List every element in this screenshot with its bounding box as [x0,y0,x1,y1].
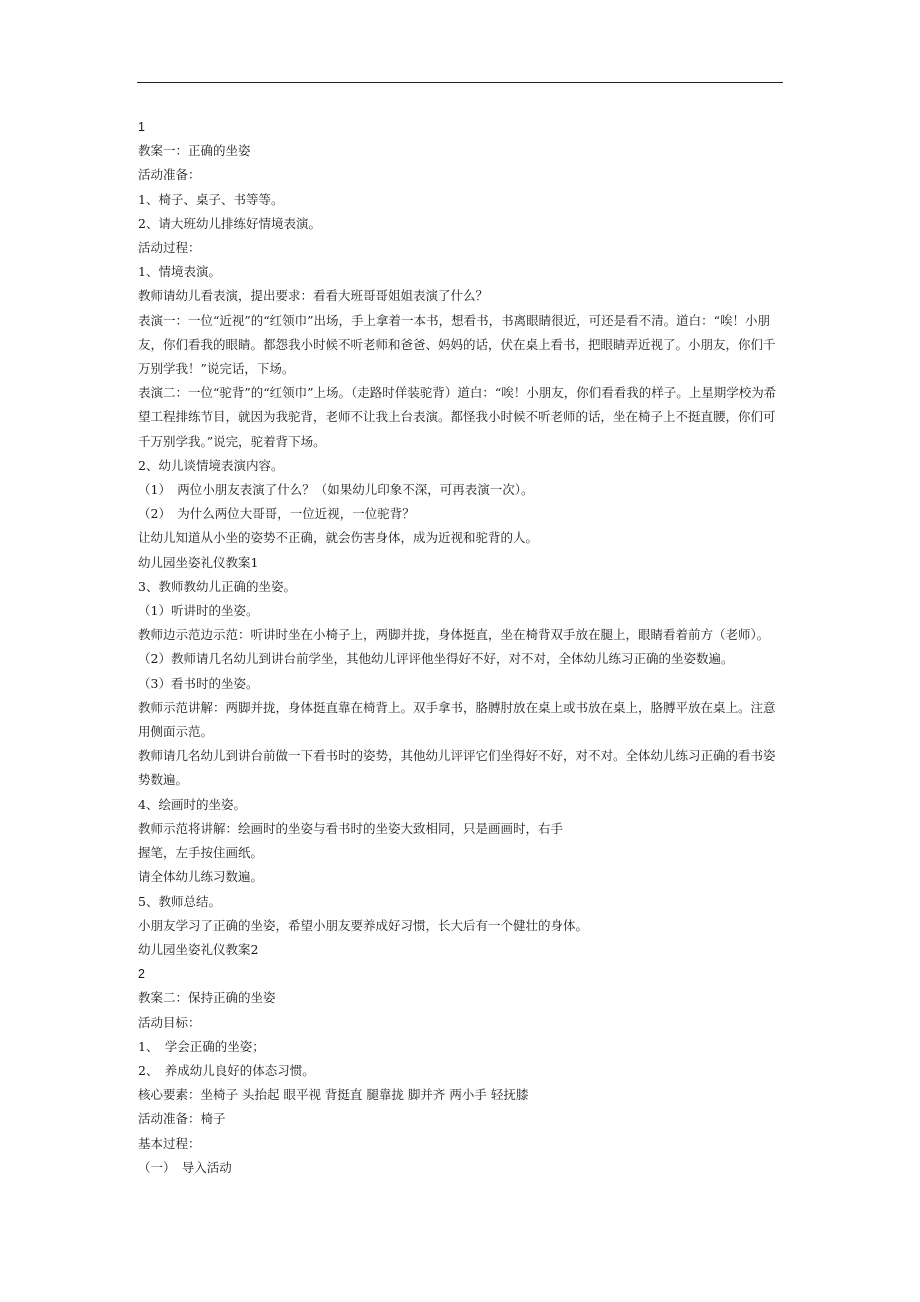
list-item: （1） 两位小朋友表演了什么？（如果幼儿印象不深，可再表演一次）。 [138,482,534,498]
paragraph: 握笔，左手按住画纸。 [138,845,264,861]
list-item: （2）教师请几名幼儿到讲台前学坐，其他幼儿评评他坐得好不好，对不对，全体幼儿练习正确的坐姿数遍。 [138,651,734,667]
paragraph: 表演一：一位“近视”的“红领巾”出场，手上拿着一本书，想看书，书离眼睛很近，可还是看不清。道白：“唉！小朋友，你们看我的眼睛。都怨我小时候不听老师和爸爸、妈妈的话，伏在桌上看书，把眼睛弄近视了。小朋友，你们千万别学我！”说完话，下场。 [138,312,776,377]
list-item: （3）看书时的坐姿。 [138,675,259,691]
paragraph: 小朋友学习了正确的坐姿，希望小朋友要养成好习惯，长大后有一个健壮的身体。 [138,917,589,933]
list-item: 3、教师教幼儿正确的坐姿。 [138,578,296,594]
list-item: 5、教师总结。 [138,893,221,909]
paragraph: 教师边示范边示范：听讲时坐在小椅子上，两脚并拢，身体挺直，坐在椅背双手放在腿上，眼睛看着前方（老师）。 [138,627,770,643]
paragraph: 教师示范讲解：两脚并拢，身体挺直靠在椅背上。双手拿书，胳膊肘放在桌上或书放在桌上，胳膊平放在桌上。注意用侧面示范。 [138,699,776,740]
list-item: 1、 学会正确的坐姿； [138,1038,265,1054]
section-number: 2 [138,967,145,982]
paragraph: 活动准备：椅子 [138,1111,226,1127]
header-rule [137,82,783,83]
document-body [138,115,786,1180]
section-heading: 幼儿园坐姿礼仪教案1 [138,554,259,570]
section-heading: 活动过程： [138,240,201,256]
paragraph: 核心要素：坐椅子 头抬起 眼平视 背挺直 腿靠拢 脚并齐 两小手 轻抚膝 [138,1087,529,1103]
section-heading: 活动目标： [138,1014,201,1030]
list-item: 2、幼儿谈情境表演内容。 [138,457,284,473]
list-item: （2） 为什么两位大哥哥，一位近视，一位驼背？ [138,506,415,522]
lesson-title: 教案一：正确的坐姿 [138,143,251,159]
list-item: （1）听讲时的坐姿。 [138,603,259,619]
list-item: 4、绘画时的坐姿。 [138,796,246,812]
paragraph: 让幼儿知道从小坐的姿势不正确，就会伤害身体，成为近视和驼背的人。 [138,530,539,546]
paragraph: 教师请几名幼儿到讲台前做一下看书时的姿势，其他幼儿评评它们坐得好不好，对不对。全体幼儿练习正确的看书姿势数遍。 [138,748,776,788]
lesson-title: 教案二：保持正确的坐姿 [138,990,276,1006]
section-heading: 基本过程： [138,1135,201,1151]
section-number: 1 [138,120,145,134]
list-item: 2、请大班幼儿排练好情境表演。 [138,215,321,231]
list-item: （一） 导入活动 [138,1159,232,1175]
list-item: 2、 养成幼儿良好的体态习惯。 [138,1062,315,1078]
list-item: 1、椅子、桌子、书等等。 [138,191,284,207]
list-item: 1、情境表演。 [138,264,221,280]
paragraph: 教师请幼儿看表演，提出要求：看看大班哥哥姐姐表演了什么？ [138,288,489,304]
paragraph: 表演二：一位“驼背”的“红领巾”上场。（走路时佯装驼背）道白：“唉！小朋友，你们看看我的样子。上星期学校为希望工程排练节目，就因为我驼背，老师不让我上台表演。都怪我小时候不听老师的话，坐在椅子上不挺直腰，你们可千万别学我。”说完，驼着背下场。 [138,385,777,449]
paragraph: 教师示范将讲解：绘画时的坐姿与看书时的坐姿大致相同，只是画画时，右手 [138,820,564,836]
section-heading: 活动准备： [138,167,201,183]
paragraph: 请全体幼儿练习数遍。 [138,869,264,885]
section-heading: 幼儿园坐姿礼仪教案2 [138,941,259,957]
